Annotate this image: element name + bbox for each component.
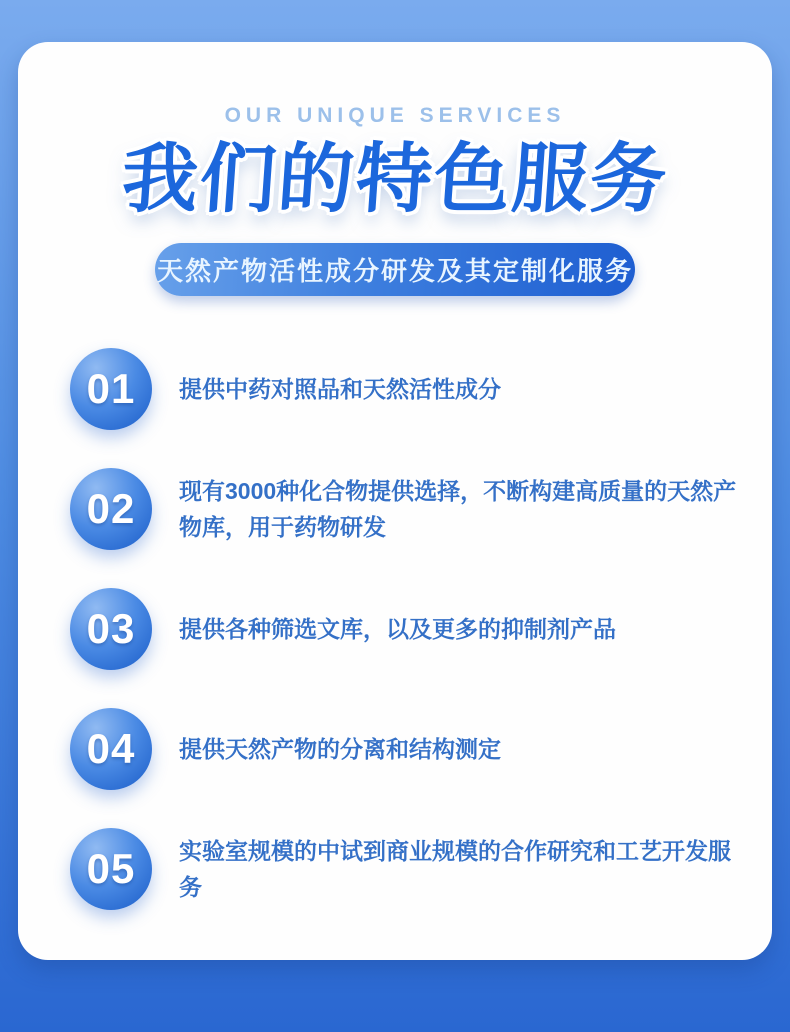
service-item: [70, 588, 739, 670]
service-text: 提供各种筛选文库，以及更多的抑制剂产品: [179, 616, 616, 642]
subtitle-text: 天然产物活性成分研发及其定制化服务: [156, 256, 633, 287]
service-text: 实验室规模的中试到商业规模的合作研究和工艺开发服务: [179, 838, 731, 900]
page-title: 我们的特色服务: [119, 137, 671, 222]
service-number-badge: 03: [70, 588, 152, 670]
service-text: 提供天然产物的分离和结构测定: [179, 736, 501, 762]
service-text: 提供中药对照品和天然活性成分: [179, 376, 501, 402]
service-item: [70, 828, 739, 910]
service-item: [70, 468, 739, 550]
service-number-badge: 01: [70, 348, 152, 430]
service-number-badge: 02: [70, 468, 152, 550]
subtitle-banner: [155, 243, 635, 296]
eyebrow-text: OUR UNIQUE SERVICES: [224, 104, 566, 127]
service-item: [70, 348, 739, 430]
service-list: [70, 348, 739, 910]
service-card: [18, 42, 772, 960]
service-number-badge: 04: [70, 708, 152, 790]
service-number-badge: 05: [70, 828, 152, 910]
service-item: [70, 708, 739, 790]
service-text: 现有3000种化合物提供选择，不断构建高质量的天然产物库，用于药物研发: [179, 478, 737, 540]
